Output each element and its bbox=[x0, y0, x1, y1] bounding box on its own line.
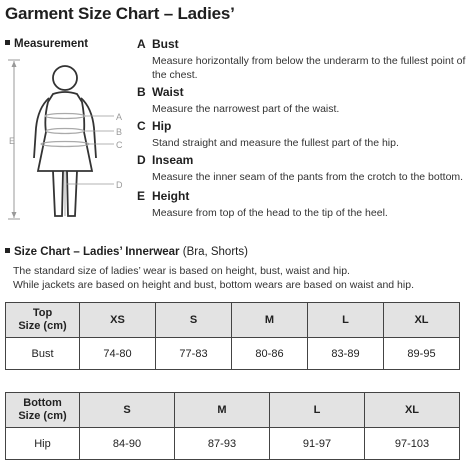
marker-b: B bbox=[116, 127, 123, 137]
value-cell: 91-97 bbox=[270, 428, 365, 460]
size-chart-intro bbox=[13, 264, 414, 292]
definition-desc: Measure the inner seam of the pants from the crotch to the bottom. bbox=[152, 171, 464, 183]
definition-height bbox=[137, 189, 467, 220]
table-header-row bbox=[6, 393, 460, 428]
value-cell: 84-90 bbox=[80, 428, 175, 460]
top-size-header bbox=[6, 303, 80, 338]
definition-desc: Measure the narrowest part of the waist. bbox=[152, 103, 340, 115]
value-cell: 83-89 bbox=[308, 338, 384, 370]
definition-desc: Measure from top of the head to the tip of the heel. bbox=[152, 207, 388, 219]
value-cell: 74-80 bbox=[80, 338, 156, 370]
size-header-cell: L bbox=[270, 393, 365, 428]
head-outline bbox=[53, 66, 77, 90]
definition-inseam bbox=[137, 153, 467, 184]
header-line-2: Size (cm) bbox=[18, 410, 67, 422]
definition-letter: D bbox=[137, 153, 146, 167]
size-header-cell: XL bbox=[384, 303, 460, 338]
definition-letter: C bbox=[137, 119, 146, 133]
marker-d: D bbox=[116, 180, 123, 190]
definition-desc: Stand straight and measure the fullest part of the hip. bbox=[152, 137, 399, 149]
value-cell: 89-95 bbox=[384, 338, 460, 370]
size-header-cell: L bbox=[308, 303, 384, 338]
row-label-cell: Hip bbox=[6, 428, 80, 460]
definition-hip bbox=[137, 119, 467, 150]
size-chart-sublabel: (Bra, Shorts) bbox=[179, 246, 248, 258]
bottom-size-table bbox=[5, 392, 460, 460]
size-header-cell: S bbox=[156, 303, 232, 338]
definition-bust bbox=[137, 37, 467, 82]
intro-line-2: While jackets are based on height and bust, bottom wears are based on waist and hip. bbox=[13, 279, 414, 291]
size-chart-heading bbox=[5, 246, 248, 258]
size-header-cell: M bbox=[232, 303, 308, 338]
body-figure-illustration bbox=[6, 58, 132, 222]
definition-name: Waist bbox=[152, 85, 184, 99]
definition-name: Hip bbox=[152, 119, 172, 133]
definition-waist bbox=[137, 85, 467, 116]
definition-letter: B bbox=[137, 85, 146, 99]
size-header-cell: M bbox=[175, 393, 270, 428]
size-chart-label: Size Chart – Ladies’ Innerwear bbox=[14, 246, 180, 258]
intro-line-1: The standard size of ladies’ wear is based on height, bust, waist and hip. bbox=[13, 265, 350, 277]
definition-desc: Measure horizontally from below the underarm to the fullest point of the chest. bbox=[152, 55, 466, 81]
marker-c: C bbox=[116, 140, 123, 150]
header-line-2: Size (cm) bbox=[18, 320, 67, 332]
value-cell: 77-83 bbox=[156, 338, 232, 370]
definition-name: Height bbox=[152, 189, 190, 203]
header-line-1: Bottom bbox=[23, 397, 62, 409]
bullet-square-icon bbox=[5, 248, 10, 253]
table-row bbox=[6, 338, 460, 370]
marker-e: E bbox=[9, 136, 16, 146]
value-cell: 97-103 bbox=[365, 428, 460, 460]
definition-letter: E bbox=[137, 189, 146, 203]
table-row bbox=[6, 428, 460, 460]
marker-a: A bbox=[116, 112, 123, 122]
top-size-table bbox=[5, 302, 460, 370]
size-header-cell: S bbox=[80, 393, 175, 428]
size-header-cell: XS bbox=[80, 303, 156, 338]
value-cell: 80-86 bbox=[232, 338, 308, 370]
header-line-1: Top bbox=[32, 307, 53, 319]
measurement-heading bbox=[5, 38, 88, 50]
definition-name: Inseam bbox=[152, 153, 194, 167]
definition-letter: A bbox=[137, 37, 146, 51]
page-title: Garment Size Chart – Ladies’ bbox=[5, 4, 235, 23]
size-header-cell: XL bbox=[365, 393, 460, 428]
table-header-row bbox=[6, 303, 460, 338]
definition-name: Bust bbox=[152, 37, 179, 51]
row-label-cell: Bust bbox=[6, 338, 80, 370]
bottom-size-header bbox=[6, 393, 80, 428]
measurement-label: Measurement bbox=[14, 38, 89, 50]
value-cell: 87-93 bbox=[175, 428, 270, 460]
bullet-square-icon bbox=[5, 40, 10, 45]
